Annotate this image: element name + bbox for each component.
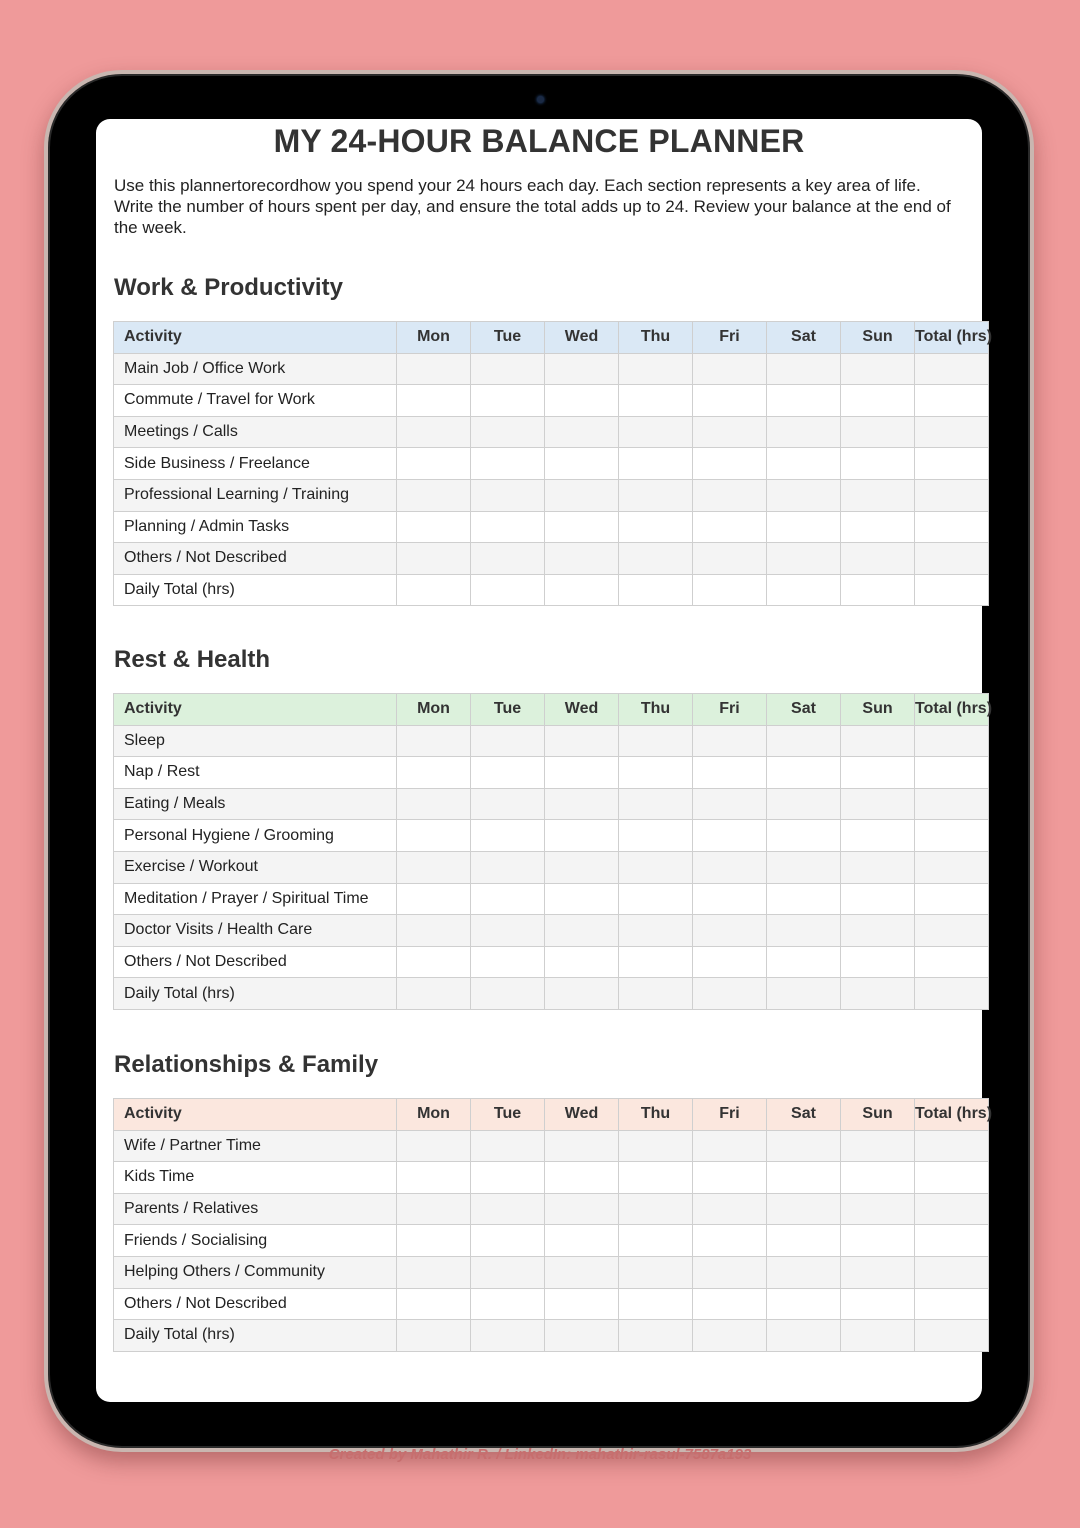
tablet-device: [44, 70, 1034, 1452]
hours-entry-cell[interactable]: [397, 883, 471, 915]
column-header-tue: Tue: [471, 694, 545, 726]
hours-entry-cell[interactable]: [841, 978, 915, 1010]
hours-entry-cell[interactable]: [471, 851, 545, 883]
hours-entry-cell[interactable]: [471, 1162, 545, 1194]
column-header-sun: Sun: [841, 1099, 915, 1131]
hours-entry-cell[interactable]: [471, 757, 545, 789]
hours-entry-cell[interactable]: [545, 788, 619, 820]
hours-entry-cell[interactable]: [767, 1288, 841, 1320]
column-header-mon: Mon: [397, 322, 471, 354]
hours-entry-cell[interactable]: [841, 1162, 915, 1194]
hours-entry-cell[interactable]: [471, 1256, 545, 1288]
activity-label: Wife / Partner Time: [114, 1130, 397, 1162]
hours-entry-cell[interactable]: [619, 1225, 693, 1257]
activity-label: Friends / Socialising: [114, 1225, 397, 1257]
table-row: [114, 511, 989, 543]
hours-entry-cell[interactable]: [693, 978, 767, 1010]
activity-label: Side Business / Freelance: [114, 448, 397, 480]
hours-entry-cell[interactable]: [471, 353, 545, 385]
hours-entry-cell[interactable]: [841, 820, 915, 852]
hours-entry-cell[interactable]: [693, 574, 767, 606]
column-header-wed: Wed: [545, 694, 619, 726]
hours-entry-cell[interactable]: [619, 851, 693, 883]
hours-entry-cell[interactable]: [619, 448, 693, 480]
column-header-activity: Activity: [114, 694, 397, 726]
table-row: [114, 757, 989, 789]
hours-entry-cell[interactable]: [767, 479, 841, 511]
hours-entry-cell[interactable]: [471, 1320, 545, 1352]
hours-entry-cell[interactable]: [619, 1162, 693, 1194]
hours-entry-cell[interactable]: [397, 448, 471, 480]
hours-entry-cell[interactable]: [397, 851, 471, 883]
table-header-row: [114, 694, 989, 726]
hours-entry-cell[interactable]: [397, 788, 471, 820]
hours-entry-cell[interactable]: [545, 1130, 619, 1162]
activity-label: Professional Learning / Training: [114, 479, 397, 511]
hours-entry-cell[interactable]: [915, 479, 989, 511]
hours-entry-cell[interactable]: [841, 1320, 915, 1352]
hours-entry-cell[interactable]: [619, 1256, 693, 1288]
hours-entry-cell[interactable]: [545, 574, 619, 606]
hours-entry-cell[interactable]: [841, 1130, 915, 1162]
hours-entry-cell[interactable]: [767, 851, 841, 883]
hours-entry-cell[interactable]: [915, 416, 989, 448]
activity-label: Sleep: [114, 725, 397, 757]
hours-entry-cell[interactable]: [841, 851, 915, 883]
hours-entry-cell[interactable]: [471, 1288, 545, 1320]
table-row: [114, 946, 989, 978]
hours-entry-cell[interactable]: [619, 788, 693, 820]
column-header-fri: Fri: [693, 322, 767, 354]
column-header-sat: Sat: [767, 1099, 841, 1131]
hours-entry-cell[interactable]: [693, 1130, 767, 1162]
table-row: [114, 543, 989, 575]
activity-label: Others / Not Described: [114, 543, 397, 575]
hours-entry-cell[interactable]: [397, 915, 471, 947]
hours-entry-cell[interactable]: [545, 1288, 619, 1320]
activity-label: Nap / Rest: [114, 757, 397, 789]
activity-label: Eating / Meals: [114, 788, 397, 820]
hours-entry-cell[interactable]: [693, 1288, 767, 1320]
hours-entry-cell[interactable]: [915, 820, 989, 852]
hours-entry-cell[interactable]: [767, 1130, 841, 1162]
hours-entry-cell[interactable]: [619, 353, 693, 385]
tablet-screen: [96, 119, 993, 1402]
activity-label: Helping Others / Community: [114, 1256, 397, 1288]
hours-entry-cell[interactable]: [471, 574, 545, 606]
hours-entry-cell[interactable]: [619, 1320, 693, 1352]
activity-label: Main Job / Office Work: [114, 353, 397, 385]
hours-entry-cell[interactable]: [693, 448, 767, 480]
table-header-row: [114, 1099, 989, 1131]
hours-entry-cell[interactable]: [397, 543, 471, 575]
hours-entry-cell[interactable]: [841, 757, 915, 789]
hours-entry-cell[interactable]: [397, 1256, 471, 1288]
hours-entry-cell[interactable]: [767, 448, 841, 480]
column-header-sat: Sat: [767, 322, 841, 354]
column-header-thu: Thu: [619, 1099, 693, 1131]
hours-entry-cell[interactable]: [545, 851, 619, 883]
activity-label: Commute / Travel for Work: [114, 385, 397, 417]
hours-entry-cell[interactable]: [841, 1256, 915, 1288]
hours-entry-cell[interactable]: [545, 820, 619, 852]
activity-label: Others / Not Described: [114, 1288, 397, 1320]
hours-entry-cell[interactable]: [619, 915, 693, 947]
hours-entry-cell[interactable]: [841, 883, 915, 915]
table-row: [114, 725, 989, 757]
table-row: [114, 1256, 989, 1288]
hours-entry-cell[interactable]: [471, 820, 545, 852]
hours-entry-cell[interactable]: [471, 416, 545, 448]
column-header-thu: Thu: [619, 694, 693, 726]
hours-entry-cell[interactable]: [471, 1193, 545, 1225]
table-row: [114, 788, 989, 820]
column-header-activity: Activity: [114, 322, 397, 354]
hours-entry-cell[interactable]: [619, 1130, 693, 1162]
hours-entry-cell[interactable]: [545, 946, 619, 978]
hours-entry-cell[interactable]: [471, 1130, 545, 1162]
section-title-relationships: Relationships & Family: [114, 1051, 379, 1078]
column-header-tue: Tue: [471, 322, 545, 354]
hours-entry-cell[interactable]: [767, 1162, 841, 1194]
section-title-work: Work & Productivity: [114, 274, 343, 301]
hours-entry-cell[interactable]: [397, 757, 471, 789]
hours-entry-cell[interactable]: [471, 479, 545, 511]
hours-entry-cell[interactable]: [915, 1288, 989, 1320]
hours-entry-cell[interactable]: [767, 915, 841, 947]
activity-label: Daily Total (hrs): [114, 1320, 397, 1352]
hours-entry-cell[interactable]: [767, 1256, 841, 1288]
column-header-tue: Tue: [471, 1099, 545, 1131]
hours-entry-cell[interactable]: [619, 820, 693, 852]
hours-entry-cell[interactable]: [471, 385, 545, 417]
hours-entry-cell[interactable]: [619, 946, 693, 978]
column-header-total-hrs: Total (hrs): [915, 322, 989, 354]
hours-entry-cell[interactable]: [397, 385, 471, 417]
hours-entry-cell[interactable]: [397, 1288, 471, 1320]
column-header-fri: Fri: [693, 694, 767, 726]
daily-total-row: [114, 978, 989, 1010]
hours-entry-cell[interactable]: [397, 946, 471, 978]
hours-entry-cell[interactable]: [693, 1193, 767, 1225]
activity-label: Kids Time: [114, 1162, 397, 1194]
front-camera-icon: [537, 96, 544, 103]
daily-total-row: [114, 1320, 989, 1352]
column-header-sun: Sun: [841, 694, 915, 726]
hours-entry-cell[interactable]: [471, 725, 545, 757]
hours-entry-cell[interactable]: [397, 978, 471, 1010]
hours-entry-cell[interactable]: [471, 946, 545, 978]
hours-entry-cell[interactable]: [619, 978, 693, 1010]
hours-entry-cell[interactable]: [841, 1193, 915, 1225]
hours-entry-cell[interactable]: [767, 416, 841, 448]
hours-entry-cell[interactable]: [841, 479, 915, 511]
hours-entry-cell[interactable]: [693, 1256, 767, 1288]
hours-entry-cell[interactable]: [915, 915, 989, 947]
hours-entry-cell[interactable]: [545, 511, 619, 543]
activity-label: Daily Total (hrs): [114, 978, 397, 1010]
table-row: [114, 883, 989, 915]
hours-entry-cell[interactable]: [767, 574, 841, 606]
hours-entry-cell[interactable]: [545, 353, 619, 385]
table-row: [114, 1130, 989, 1162]
table-row: [114, 416, 989, 448]
hours-entry-cell[interactable]: [619, 1288, 693, 1320]
hours-entry-cell[interactable]: [693, 385, 767, 417]
table-row: [114, 385, 989, 417]
hours-entry-cell[interactable]: [915, 385, 989, 417]
hours-entry-cell[interactable]: [471, 978, 545, 1010]
hours-entry-cell[interactable]: [841, 416, 915, 448]
hours-entry-cell[interactable]: [915, 1225, 989, 1257]
hours-entry-cell[interactable]: [693, 883, 767, 915]
activity-label: Exercise / Workout: [114, 851, 397, 883]
hours-entry-cell[interactable]: [693, 1162, 767, 1194]
table-row: [114, 479, 989, 511]
table-row: [114, 1225, 989, 1257]
activity-label: Others / Not Described: [114, 946, 397, 978]
hours-entry-cell[interactable]: [915, 725, 989, 757]
hours-entry-cell[interactable]: [693, 543, 767, 575]
hours-entry-cell[interactable]: [545, 725, 619, 757]
hours-entry-cell[interactable]: [915, 511, 989, 543]
hours-entry-cell[interactable]: [693, 820, 767, 852]
hours-entry-cell[interactable]: [693, 788, 767, 820]
hours-entry-cell[interactable]: [767, 725, 841, 757]
column-header-wed: Wed: [545, 1099, 619, 1131]
hours-entry-cell[interactable]: [471, 448, 545, 480]
hours-entry-cell[interactable]: [693, 851, 767, 883]
table-row: [114, 353, 989, 385]
hours-entry-cell[interactable]: [767, 788, 841, 820]
hours-entry-cell[interactable]: [841, 543, 915, 575]
hours-entry-cell[interactable]: [841, 725, 915, 757]
planner-table-relationships: [113, 1098, 993, 1352]
table-row: [114, 851, 989, 883]
hours-entry-cell[interactable]: [915, 1162, 989, 1194]
hours-entry-cell[interactable]: [619, 385, 693, 417]
hours-entry-cell[interactable]: [841, 1288, 915, 1320]
column-header-wed: Wed: [545, 322, 619, 354]
hours-entry-cell[interactable]: [397, 353, 471, 385]
table-header-row: [114, 322, 989, 354]
hours-entry-cell[interactable]: [915, 543, 989, 575]
table-row: [114, 448, 989, 480]
hours-entry-cell[interactable]: [841, 946, 915, 978]
footer-credit: Created by Mahathir R. / LinkedIn: mahathir-rasul-7587a193: [328, 1446, 752, 1463]
hours-entry-cell[interactable]: [841, 385, 915, 417]
hours-entry-cell[interactable]: [767, 978, 841, 1010]
hours-entry-cell[interactable]: [545, 1225, 619, 1257]
hours-entry-cell[interactable]: [397, 574, 471, 606]
section-title-rest: Rest & Health: [114, 646, 271, 673]
hours-entry-cell[interactable]: [397, 1225, 471, 1257]
hours-entry-cell[interactable]: [397, 1320, 471, 1352]
hours-entry-cell[interactable]: [915, 978, 989, 1010]
hours-entry-cell[interactable]: [471, 883, 545, 915]
column-header-thu: Thu: [619, 322, 693, 354]
hours-entry-cell[interactable]: [915, 1256, 989, 1288]
hours-entry-cell[interactable]: [841, 574, 915, 606]
hours-entry-cell[interactable]: [471, 915, 545, 947]
hours-entry-cell[interactable]: [397, 820, 471, 852]
hours-entry-cell[interactable]: [915, 574, 989, 606]
hours-entry-cell[interactable]: [471, 788, 545, 820]
planner-table-work: [113, 321, 993, 606]
table-row: [114, 915, 989, 947]
hours-entry-cell[interactable]: [545, 448, 619, 480]
hours-entry-cell[interactable]: [693, 915, 767, 947]
table-row: [114, 1193, 989, 1225]
hours-entry-cell[interactable]: [545, 543, 619, 575]
activity-label: Meetings / Calls: [114, 416, 397, 448]
activity-label: Doctor Visits / Health Care: [114, 915, 397, 947]
hours-entry-cell[interactable]: [693, 1320, 767, 1352]
hours-entry-cell[interactable]: [767, 757, 841, 789]
hours-entry-cell[interactable]: [915, 788, 989, 820]
hours-entry-cell[interactable]: [545, 416, 619, 448]
column-header-mon: Mon: [397, 694, 471, 726]
column-header-total-hrs: Total (hrs): [915, 694, 989, 726]
column-header-fri: Fri: [693, 1099, 767, 1131]
hours-entry-cell[interactable]: [693, 479, 767, 511]
hours-entry-cell[interactable]: [545, 1193, 619, 1225]
intro-text: Use this plannertorecordhow you spend your 24 hours each day. Each section represents a key area of life. Write the number of hours spent per day, and ensure the total adds up to 24. Review your balance at the end of the week.: [114, 176, 951, 237]
hours-entry-cell[interactable]: [915, 946, 989, 978]
hours-entry-cell[interactable]: [619, 725, 693, 757]
hours-entry-cell[interactable]: [693, 511, 767, 543]
hours-entry-cell[interactable]: [397, 1193, 471, 1225]
hours-entry-cell[interactable]: [693, 725, 767, 757]
hours-entry-cell[interactable]: [471, 543, 545, 575]
hours-entry-cell[interactable]: [619, 574, 693, 606]
planner-table-rest: [113, 693, 993, 1010]
table-row: [114, 1288, 989, 1320]
activity-label: Parents / Relatives: [114, 1193, 397, 1225]
hours-entry-cell[interactable]: [693, 416, 767, 448]
hours-entry-cell[interactable]: [915, 757, 989, 789]
hours-entry-cell[interactable]: [545, 1256, 619, 1288]
column-header-sun: Sun: [841, 322, 915, 354]
hours-entry-cell[interactable]: [545, 1320, 619, 1352]
activity-label: Planning / Admin Tasks: [114, 511, 397, 543]
hours-entry-cell[interactable]: [471, 1225, 545, 1257]
hours-entry-cell[interactable]: [619, 479, 693, 511]
hours-entry-cell[interactable]: [545, 978, 619, 1010]
hours-entry-cell[interactable]: [619, 1193, 693, 1225]
hours-entry-cell[interactable]: [841, 788, 915, 820]
hours-entry-cell[interactable]: [767, 353, 841, 385]
hours-entry-cell[interactable]: [767, 385, 841, 417]
hours-entry-cell[interactable]: [693, 353, 767, 385]
hours-entry-cell[interactable]: [471, 511, 545, 543]
hours-entry-cell[interactable]: [619, 883, 693, 915]
hours-entry-cell[interactable]: [767, 543, 841, 575]
hours-entry-cell[interactable]: [693, 1225, 767, 1257]
hours-entry-cell[interactable]: [545, 883, 619, 915]
hours-entry-cell[interactable]: [767, 883, 841, 915]
hours-entry-cell[interactable]: [915, 353, 989, 385]
hours-entry-cell[interactable]: [619, 511, 693, 543]
activity-label: Personal Hygiene / Grooming: [114, 820, 397, 852]
hours-entry-cell[interactable]: [397, 725, 471, 757]
page-title: MY 24-HOUR BALANCE PLANNER: [273, 123, 805, 159]
hours-entry-cell[interactable]: [693, 946, 767, 978]
hours-entry-cell[interactable]: [545, 479, 619, 511]
hours-entry-cell[interactable]: [767, 820, 841, 852]
table-row: [114, 820, 989, 852]
hours-entry-cell[interactable]: [915, 1320, 989, 1352]
hours-entry-cell[interactable]: [915, 448, 989, 480]
hours-entry-cell[interactable]: [545, 385, 619, 417]
hours-entry-cell[interactable]: [545, 1162, 619, 1194]
column-header-activity: Activity: [114, 1099, 397, 1131]
hours-entry-cell[interactable]: [841, 353, 915, 385]
hours-entry-cell[interactable]: [619, 416, 693, 448]
hours-entry-cell[interactable]: [841, 448, 915, 480]
activity-label: Meditation / Prayer / Spiritual Time: [114, 883, 397, 915]
hours-entry-cell[interactable]: [915, 851, 989, 883]
hours-entry-cell[interactable]: [915, 1193, 989, 1225]
column-header-total-hrs: Total (hrs): [915, 1099, 989, 1131]
hours-entry-cell[interactable]: [841, 1225, 915, 1257]
column-header-mon: Mon: [397, 1099, 471, 1131]
hours-entry-cell[interactable]: [397, 416, 471, 448]
hours-entry-cell[interactable]: [619, 543, 693, 575]
hours-entry-cell[interactable]: [915, 883, 989, 915]
hours-entry-cell[interactable]: [397, 1130, 471, 1162]
table-row: [114, 1162, 989, 1194]
hours-entry-cell[interactable]: [545, 915, 619, 947]
hours-entry-cell[interactable]: [545, 757, 619, 789]
hours-entry-cell[interactable]: [767, 1320, 841, 1352]
hours-entry-cell[interactable]: [619, 757, 693, 789]
hours-entry-cell[interactable]: [767, 511, 841, 543]
column-header-sat: Sat: [767, 694, 841, 726]
hours-entry-cell[interactable]: [397, 1162, 471, 1194]
activity-label: Daily Total (hrs): [114, 574, 397, 606]
daily-total-row: [114, 574, 989, 606]
hours-entry-cell[interactable]: [767, 946, 841, 978]
hours-entry-cell[interactable]: [915, 1130, 989, 1162]
hours-entry-cell[interactable]: [841, 915, 915, 947]
hours-entry-cell[interactable]: [767, 1225, 841, 1257]
hours-entry-cell[interactable]: [841, 511, 915, 543]
hours-entry-cell[interactable]: [767, 1193, 841, 1225]
hours-entry-cell[interactable]: [693, 757, 767, 789]
hours-entry-cell[interactable]: [397, 511, 471, 543]
hours-entry-cell[interactable]: [397, 479, 471, 511]
